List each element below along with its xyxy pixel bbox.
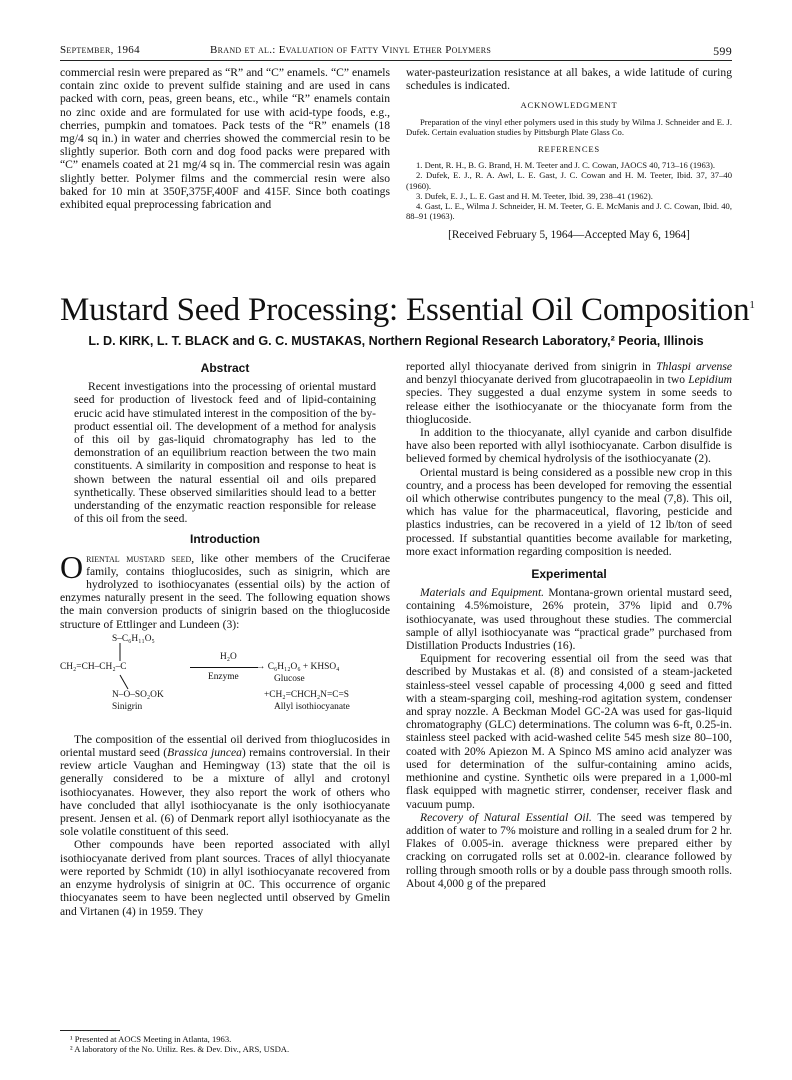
rp1-text-c: species. They suggested a dual enzyme system in some seeds to release either the isothiocyanate or the thiocyanate form from the thioglucoside. xyxy=(406,386,732,426)
header-date: September, 1964 xyxy=(60,44,140,56)
reference-item: 3. Dufek, E. J., L. E. Gast and H. M. Teeter, Ibid. 39, 238–41 (1962). xyxy=(416,190,653,201)
reaction-arrow xyxy=(190,667,258,668)
introduction-heading: Introduction xyxy=(190,532,260,547)
rp1-text: reported allyl thiocyanate derived from sinigrin in xyxy=(406,360,657,373)
header-running-title: Brand et al.: Evaluation of Fatty Vinyl Ether Polymers xyxy=(210,44,492,56)
intro-first-words: riental mustard seed, xyxy=(86,551,195,565)
page-number: 599 xyxy=(713,44,732,58)
intro-p1-text: like other members of the Cruciferae family, contains thioglucosides, such as sinigrin, which are hydrolyzed to isothiocyanates (essential oils) by the action of enzymes naturally present in the seed. The following equation shows the main conversion products of sinigrin based on the thioglucoside structure of Ettlinger and Lundeen (3): xyxy=(60,551,390,631)
right-main-column xyxy=(406,360,732,890)
eq-bonds xyxy=(118,641,178,701)
equipment-paragraph: Equipment for recovering essential oil from the seed was that described by Mustakas et al. (8) and consisted of a steam-jacketed stainless-steel vessel capable of processing 4,000 g seed and fitted with a steam-sparging coil, meshing-rod agitation system, condenser and spray nozzle. A Beckman Model GC-2A was used for gas-liquid chromatography (GLC) determinations. The column was 6-ft, 0.25-in. stainless steel packed with acid-washed celite 545 mesh size 80–100, coated with 20% Apiezon M. A Spinco MS amino acid analyzer was used for determination of the sulfur-containing amino acids, methionine and cystine. Synthetic oils were prepared in a 1,000-ml flask equipped with magnetic stirrer, condenser, receiver flask and vacuum pump. xyxy=(406,652,732,811)
footnote-rule xyxy=(60,1030,120,1031)
eq-product-top: → C₆H₁₂O₆ + KHSO₄ xyxy=(256,661,340,672)
author-line: L. D. KIRK, L. T. BLACK and G. C. MUSTAKAS, Northern Regional Research Laboratory,² Peoria, Illinois xyxy=(88,334,704,348)
recovery-text: The seed was tempered by addition of water to 7% moisture and rolling in a sealed drum for 2 hr. Flakes of 0.005-in. average thickness were prepared either by cracking on corrugated rolls set at 0.002-in. clearance followed by rolling through smooth rolls or by a double pass through smooth rolls. About 4,000 g of the prepared xyxy=(406,810,732,890)
eq-left-main: CH₂=CH–CH₂–C xyxy=(60,661,127,672)
recovery-paragraph xyxy=(406,811,732,890)
right-paragraph-3: Oriental mustard is being considered as a possible new crop in this country, and a process has been developed for removing the essential oil which otherwise contributes pungency to the meal (7,8). This oil, which has value for the pharmaceutical, flavoring, pesticide and plastics industries, can be recovered in a yield of 12 lb/ton of seed processed. If substantial quantities become available for marketing, more exact information regarding composition is needed. xyxy=(406,465,732,558)
species-name: Thlaspi arvense xyxy=(656,360,733,373)
received-accepted-line: [Received February 5, 1964—Accepted May 6, 1964] xyxy=(448,229,690,242)
continued-paragraph: commercial resin were prepared as “R” and “C” enamels. “C” enamels contain zinc oxide to prevent sulfide staining and are used in cans packed with corn, peas, green beans, etc., while “R” enamels contain no zinc oxide and are formulated for use with acid-type foods, e.g., cherries, pumpkin and tomatoes. Pack tests of the “R” enamels (18 mg/4 sq in.) in water and cherries showed the commercial resin to be slightly superior. Both corn and dog food packs were prepared with “C” enamels coated at 21 mg/4 sq in. The commercial resin was again slightly better. Polymer films and the commercial resin were also baked for 10 min at 350F,375F,400F and 415F. Since both coatings exhibited equal preprocessing fabrication and xyxy=(60,66,390,212)
right-paragraph-1 xyxy=(406,360,732,426)
title-text: Mustard Seed Processing: Essential Oil Composition xyxy=(60,292,750,328)
intro-paragraph-2 xyxy=(60,733,390,839)
reference-list xyxy=(406,160,732,221)
footnote-1: ¹ Presented at AOCS Meeting in Atlanta, 1963. xyxy=(70,1034,232,1044)
genus-name: Lepidium xyxy=(688,373,732,387)
materials-paragraph xyxy=(406,586,732,652)
eq-product-bottom: +CH₂=CHCH₂N=C=S xyxy=(264,689,349,700)
header-rule xyxy=(60,60,732,61)
continued-paragraph-right: water-pasteurization resistance at all bakes, a wide latitude of curing schedules is indicated. xyxy=(406,66,732,93)
intro-p2-text-cont: ) remains controversial. In their review article Vaughan and Hemingway (13) state that the oil is generally considered to be a mixture of allyl and crotonyl isothiocyanates. However, they also report the work of others who have concluded that allyl isothiocyanate is the only isothiocyanate present. Jensen et al. (6) of Denmark report allyl isothiocyanate as the sole volatile constituent of this seed. xyxy=(60,746,390,839)
eq-n-group: N–O–SO₂OK xyxy=(112,689,164,700)
top-right-column xyxy=(406,66,732,243)
experimental-heading: Experimental xyxy=(531,567,607,582)
eq-sinigrin-label: Sinigrin xyxy=(112,701,143,712)
intro-p2-text: The composition of the essential oil derived from thioglucosides in oriental mustard seed ( xyxy=(60,732,390,760)
materials-text: Montana-grown oriental mustard seed, containing 4.5%moisture, 26% protein, 37% lipid and 0.7% isothiocyanate, was used throughout these studies. The commercial sample of allyl isothiocyanate was “practical grade” purchased from Distillation Products Industries (16). xyxy=(406,586,732,653)
abstract-text: Recent investigations into the processing of oriental mustard seed for production of livestock feed and of lipid-containing erucic acid have stimulated interest in the composition of the by-product essential oil. The development of a method for analysis of this oil by gas-liquid chromatography has led to the demonstration of an equilibrium reaction between the two main constituents. A similarity in composition and response to heat is shown between the natural essential oil and oils prepared synthetically. These observed similarities should lead to a better understanding of the enzymatic reaction responsible for release of this oil from the seed. xyxy=(74,380,376,526)
eq-s-group: S–C₆H₁₁O₅ xyxy=(112,633,155,644)
eq-enzyme: Enzyme xyxy=(208,671,239,682)
right-paragraph-2: In addition to the thiocyanate, allyl cyanide and carbon disulfide have also been reported with allyl isothiocyanate. Carbon disulfide is believed formed by chemical hydrolysis of the isothiocyanate (2). xyxy=(406,426,732,466)
abstract-heading: Abstract xyxy=(200,361,250,375)
acknowledgment-text: Preparation of the vinyl ether polymers used in this study by Wilma J. Schneider and E. J. Dufek. Certain evaluation studies by Pittsburgh Plate Glass Co. xyxy=(406,116,732,137)
reference-item: 4. Gast, L. E., Wilma J. Schneider, H. M. Teeter, G. E. McManis and J. C. Cowan, Ibid. 40, 88–91 (1963). xyxy=(406,201,732,222)
recovery-label: Recovery of Natural Essential Oil. xyxy=(420,810,592,824)
article-title xyxy=(60,286,755,329)
top-left-column xyxy=(60,66,390,211)
footnote-2: ² A laboratory of the No. Utiliz. Res. & Dev. Div., ARS, USDA. xyxy=(70,1044,290,1054)
reference-item: 1. Dent, R. H., B. G. Brand, H. M. Teeter and J. C. Cowan, JAOCS 40, 713–16 (1963). xyxy=(416,160,716,171)
materials-label: Materials and Equipment. xyxy=(420,586,545,600)
sinigrin-equation xyxy=(60,633,390,729)
title-footnote-mark: 1 xyxy=(749,299,755,311)
rp1-text-b: and benzyl thiocyanate derived from glucotrapaeolin in two xyxy=(406,373,689,387)
eq-glucose: Glucose xyxy=(274,673,305,684)
references-heading: REFERENCES xyxy=(538,144,600,155)
running-header xyxy=(60,44,732,60)
left-main-column xyxy=(60,360,390,918)
species-name: Brassica juncea xyxy=(167,746,242,760)
eq-water: H₂O xyxy=(220,651,237,662)
intro-paragraph-1 xyxy=(60,548,390,631)
drop-cap: O xyxy=(60,548,84,585)
eq-allyl-label: Allyl isothiocyanate xyxy=(274,701,350,712)
intro-paragraph-3: Other compounds have been reported associated with allyl isothiocyanate derived from plant sources. Traces of allyl thiocyanate were reported by Schmidt (10) in allyl isothiocyanate recovered from an enzyme hydrolysis of sinigrin at 0C. This occurrence of organic thiocyanates seem to have been neglected until observed by Gmelin and Virtanen (4) in 1959. They xyxy=(60,838,390,918)
footnotes xyxy=(60,1034,390,1054)
reference-item: 2. Dufek, E. J., R. A. Awl, L. E. Gast, J. C. Cowan and H. M. Teeter, Ibid. 37, 37–40 (1960). xyxy=(406,170,732,191)
acknowledgment-heading: ACKNOWLEDGMENT xyxy=(520,100,618,111)
